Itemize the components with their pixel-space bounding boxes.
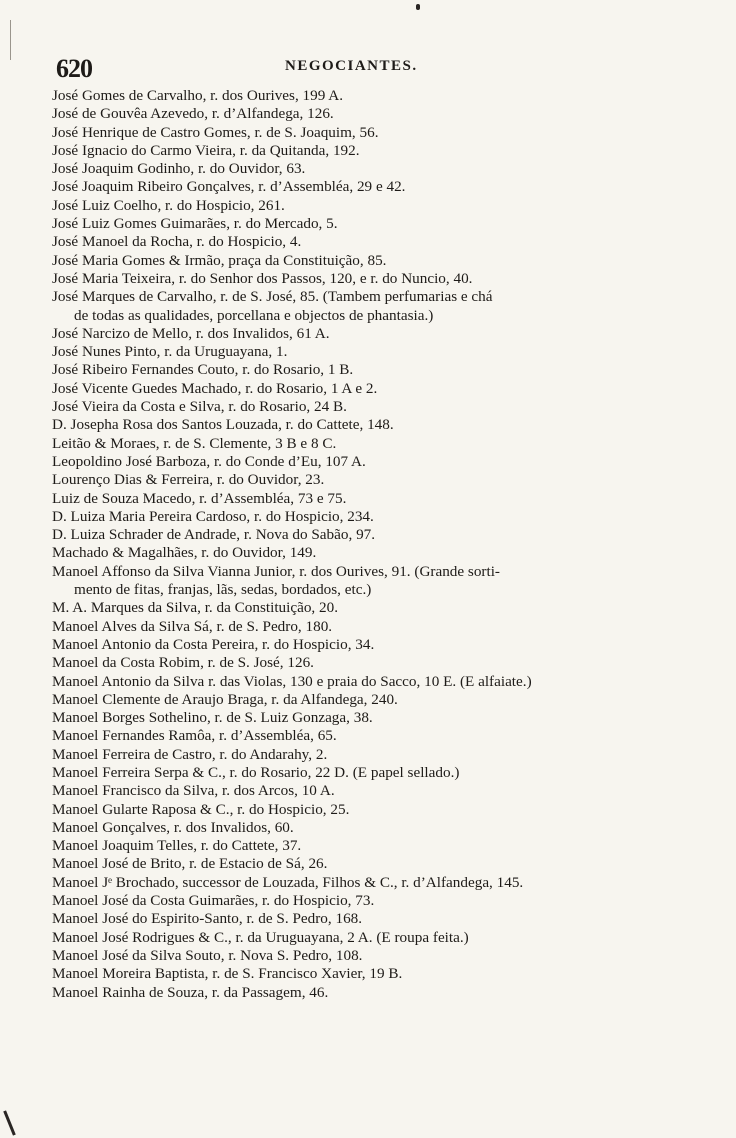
margin-line [10, 20, 11, 60]
entry-text: Manoel Alves da Silva Sá, r. de S. Pedro, 180. [52, 617, 333, 635]
entry-text: Manoel Joaquim Telles, r. do Cattete, 37. [52, 837, 302, 855]
list-item [52, 801, 692, 819]
list-item [52, 197, 692, 215]
entry-text: D. Josepha Rosa dos Santos Louzada, r. do Cattete, 148. [52, 416, 394, 434]
list-item [52, 398, 692, 416]
entry-text: José Narcizo de Mello, r. dos Invalidos, 61 A. [52, 324, 330, 342]
list-item [52, 435, 692, 453]
list-item [52, 654, 692, 672]
list-item [52, 490, 692, 508]
page-title: NEGOCIANTES. [285, 58, 418, 74]
entry-text: José Ribeiro Fernandes Couto, r. do Rosario, 1 B. [52, 361, 354, 379]
entry-text: José Nunes Pinto, r. da Uruguayana, 1. [52, 343, 288, 361]
list-item [52, 782, 692, 800]
list-item [52, 618, 692, 636]
list-item [52, 87, 692, 105]
list-item [52, 215, 692, 233]
list-item [52, 819, 692, 837]
entry-text: Luiz de Souza Macedo, r. d’Assembléa, 73 e 75. [52, 489, 347, 507]
entry-text: D. Luiza Schrader de Andrade, r. Nova do Sabão, 97. [52, 526, 376, 544]
entry-text: José Gomes de Carvalho, r. dos Ourives, 199 A. [52, 87, 344, 104]
list-item [52, 965, 692, 983]
list-item [52, 416, 692, 434]
entry-text: Manoel Clemente de Araujo Braga, r. da Alfandega, 240. [52, 690, 398, 708]
list-item [52, 105, 692, 123]
entry-text: José Vicente Guedes Machado, r. do Rosario, 1 A e 2. [52, 379, 378, 397]
entry-text: Manoel da Costa Robim, r. de S. José, 126. [52, 654, 314, 672]
list-item [52, 142, 692, 160]
entry-text: Manoel Affonso da Silva Vianna Junior, r. dos Ourives, 91. (Grande sorti- [52, 562, 500, 580]
list-item [52, 343, 692, 361]
list-item [52, 252, 692, 270]
entry-text: José Manoel da Rocha, r. do Hospicio, 4. [52, 233, 302, 251]
list-item [52, 636, 692, 654]
list-item [52, 325, 692, 343]
list-item [52, 508, 692, 526]
list-item [52, 837, 692, 855]
entry-text: Manoel José da Costa Guimarães, r. do Hospicio, 73. [52, 892, 375, 910]
entry-text: Manoel Gonçalves, r. dos Invalidos, 60. [52, 818, 294, 836]
entry-text: José de Gouvêa Azevedo, r. d’Alfandega, 126. [52, 105, 334, 123]
entry-text: Manoel Ferreira Serpa & C., r. do Rosario, 22 D. (E papel sellado.) [52, 763, 460, 781]
entry-text: José Maria Gomes & Irmão, praça da Constituição, 85. [52, 251, 387, 269]
list-item [52, 288, 692, 325]
entry-text: Machado & Magalhães, r. do Ouvidor, 149. [52, 544, 317, 562]
entry-text: Manoel Rainha de Souza, r. da Passagem, 46. [52, 983, 329, 1001]
list-item [52, 361, 692, 379]
entry-text: Lourenço Dias & Ferreira, r. do Ouvidor, 23. [52, 471, 325, 489]
list-item [52, 874, 692, 892]
entry-text: José Luiz Gomes Guimarães, r. do Mercado, 5. [52, 215, 338, 233]
entry-text: José Joaquim Ribeiro Gonçalves, r. d’Assembléa, 29 e 42. [52, 178, 406, 196]
entry-text: José Vieira da Costa e Silva, r. do Rosario, 24 B. [52, 398, 347, 416]
list-item [52, 471, 692, 489]
list-item [52, 910, 692, 928]
page-header [56, 54, 676, 84]
list-item [52, 599, 692, 617]
entry-text: Manoel Antonio da Silva r. das Violas, 130 e praia do Sacco, 10 E. (E alfaiate.) [52, 672, 532, 690]
list-item [52, 691, 692, 709]
list-item [52, 124, 692, 142]
list-item [52, 178, 692, 196]
entry-text: Manoel Antonio da Costa Pereira, r. do Hospicio, 34. [52, 635, 375, 653]
entry-continuation: mento de fitas, franjas, lãs, sedas, bordados, etc.) [74, 581, 372, 599]
entry-text: Manoel Moreira Baptista, r. de S. Francisco Xavier, 19 B. [52, 965, 403, 983]
entry-text: Manoel José da Silva Souto, r. Nova S. Pedro, 108. [52, 946, 363, 964]
list-item [52, 563, 692, 600]
list-item [52, 380, 692, 398]
entry-text: Manoel José Rodrigues & C., r. da Uruguayana, 2 A. (E roupa feita.) [52, 928, 469, 946]
list-item [52, 855, 692, 873]
list-item [52, 947, 692, 965]
entry-text: Manoel Francisco da Silva, r. dos Arcos, 10 A. [52, 782, 335, 800]
ink-dot [416, 4, 420, 10]
entry-text: José Joaquim Godinho, r. do Ouvidor, 63. [52, 160, 306, 178]
list-item [52, 892, 692, 910]
entry-text: José Marques de Carvalho, r. de S. José, 85. (Tambem perfumarias e chá [52, 288, 493, 306]
entry-text: José Luiz Coelho, r. do Hospicio, 261. [52, 196, 285, 214]
entry-text: José Henrique de Castro Gomes, r. de S. Joaquim, 56. [52, 123, 379, 141]
entry-text: M. A. Marques da Silva, r. da Constituição, 20. [52, 599, 339, 617]
list-item [52, 453, 692, 471]
list-item [52, 233, 692, 251]
ink-stroke [3, 1110, 16, 1135]
entry-text: José Maria Teixeira, r. do Senhor dos Passos, 120, e r. do Nuncio, 40. [52, 269, 473, 287]
list-item [52, 984, 692, 1002]
entry-text: Leitão & Moraes, r. de S. Clemente, 3 B e 8 C. [52, 434, 337, 452]
list-item [52, 709, 692, 727]
list-item [52, 929, 692, 947]
entry-text: Manoel Jᵉ Brochado, successor de Louzada, Filhos & C., r. d’Alfandega, 145. [52, 873, 524, 891]
list-item [52, 727, 692, 745]
entry-text: Manoel José do Espirito-Santo, r. de S. Pedro, 168. [52, 910, 363, 928]
entry-text: Manoel Ferreira de Castro, r. do Andarahy, 2. [52, 745, 328, 763]
list-item [52, 160, 692, 178]
entry-text: Leopoldino José Barboza, r. do Conde d’Eu, 107 A. [52, 452, 366, 470]
entry-text: José Ignacio do Carmo Vieira, r. da Quitanda, 192. [52, 141, 360, 159]
list-item [52, 270, 692, 288]
entry-text: Manoel Fernandes Ramôa, r. d’Assembléa, 65. [52, 727, 337, 745]
entry-text: Manoel Gularte Raposa & C., r. do Hospicio, 25. [52, 800, 350, 818]
list-item [52, 673, 692, 691]
list-item [52, 746, 692, 764]
entry-text: Manoel José de Brito, r. de Estacio de Sá, 26. [52, 855, 328, 873]
list-item [52, 764, 692, 782]
list-item [52, 526, 692, 544]
entry-text: Manoel Borges Sothelino, r. de S. Luiz Gonzaga, 38. [52, 709, 373, 727]
entry-list [52, 87, 692, 1002]
list-item [52, 544, 692, 562]
entry-text: D. Luiza Maria Pereira Cardoso, r. do Hospicio, 234. [52, 507, 374, 525]
page-number: 620 [56, 54, 92, 83]
entry-continuation: de todas as qualidades, porcellana e objectos de phantasia.) [74, 306, 434, 324]
